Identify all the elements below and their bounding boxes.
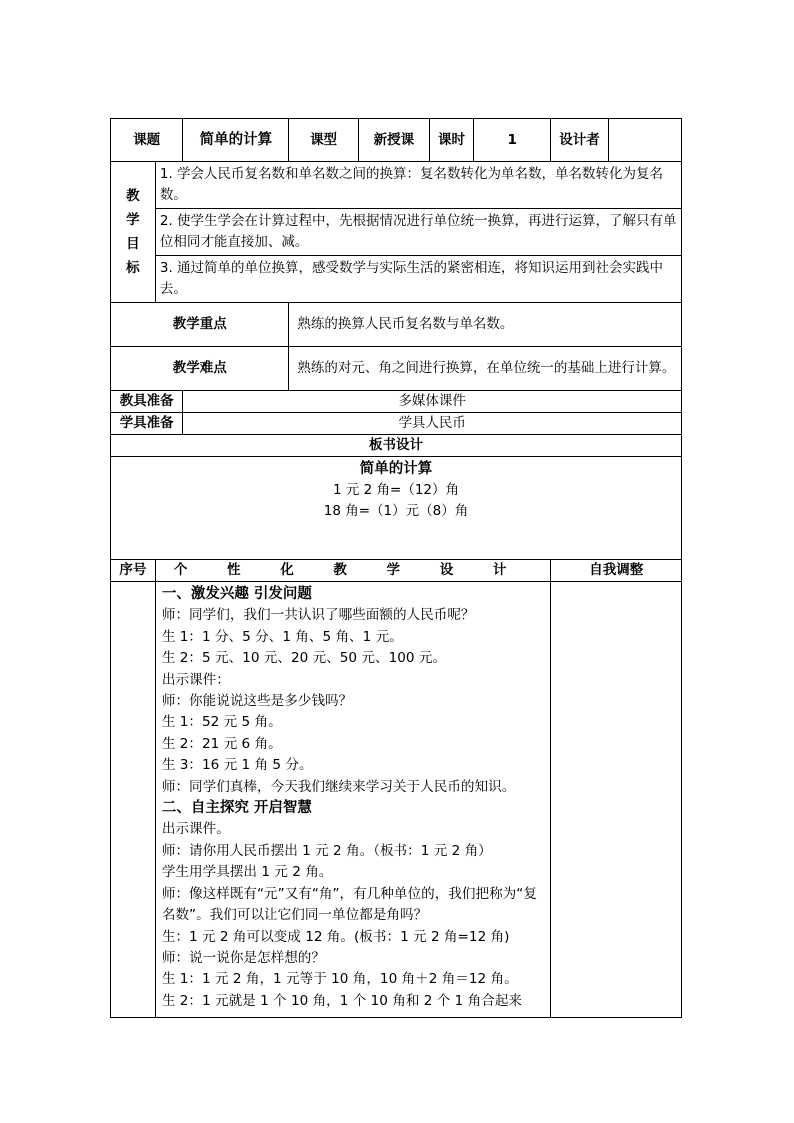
content-line: 生 2：1 元就是 1 个 10 角，1 个 10 角和 2 个 1 角合起来 — [161, 992, 523, 1009]
key-point-label — [111, 303, 289, 347]
content-line: 师：像这样既有“元”又有“角”，有几种单位的，我们把称为“复名数”。我们可以让它们同一单位都是角吗？ — [161, 885, 537, 924]
board-line: 18 角=（1）元（8）角 — [323, 503, 469, 519]
design-label-char: 性 — [227, 562, 241, 578]
content-line: 生 1：1 元 2 角，1 元等于 10 角，10 角＋2 角＝12 角。 — [161, 971, 518, 988]
key-point-value: 熟练的换算人民币复名数与单名数。 — [289, 303, 682, 347]
design-label-chars — [160, 560, 547, 581]
objective-row-2 — [111, 209, 682, 256]
key-point-row — [111, 303, 682, 347]
design-content-row — [111, 582, 682, 1018]
teacher-tools-value: 多媒体课件 — [183, 391, 682, 413]
topic-value: 简单的计算 — [183, 119, 289, 162]
content-line: 学生用学具摆出 1 元 2 角。 — [161, 864, 333, 881]
objectives-label-char: 学 — [126, 212, 140, 228]
difficulty-value: 熟练的对元、角之间进行换算，在单位统一的基础上进行计算。 — [289, 347, 682, 391]
hours-label: 课时 — [430, 119, 474, 162]
adjust-label: 自我调整 — [551, 560, 682, 582]
content-line: 生 2：21 元 6 角。 — [161, 735, 282, 752]
board-label: 板书设计 — [111, 435, 682, 457]
content-line: 师：同学们真棒，今天我们继续来学习关于人民币的知识。 — [161, 778, 516, 795]
adjust-cell — [551, 582, 682, 1018]
objective-row-3 — [111, 256, 682, 303]
design-label — [155, 560, 551, 582]
design-label-char: 个 — [173, 562, 188, 578]
key-point-label-text: 教学重点 — [172, 316, 227, 332]
section-title: 二、自主探究 开启智慧 — [161, 800, 312, 817]
content-line: 师：请你用人民币摆出 1 元 2 角。（板书：1 元 2 角） — [161, 842, 492, 859]
designer-value — [608, 119, 681, 162]
objective-item: 1. 学会人民币复名数和单名数之间的换算：复名数转化为单名数，单名数转化为复名数。 — [155, 162, 681, 209]
difficulty-label-text: 教学难点 — [172, 360, 227, 376]
design-label-char: 化 — [280, 562, 294, 578]
design-content — [155, 582, 551, 1018]
board-content-row — [111, 457, 682, 560]
hours-value: 1 — [473, 119, 550, 162]
board-line: 1 元 2 角=（12）角 — [332, 482, 460, 498]
design-label-char: 学 — [386, 562, 401, 578]
design-label-char: 设 — [439, 562, 454, 578]
difficulty-label — [111, 347, 289, 391]
objectives-label-char: 标 — [126, 260, 140, 276]
content-line: 出示课件。 — [161, 821, 230, 838]
content-line: 生 2：5 元、10 元、20 元、50 元、100 元。 — [161, 650, 447, 667]
seq-cell — [111, 582, 156, 1018]
designer-label: 设计者 — [551, 119, 608, 162]
content-line: 生 1：1 分、5 分、1 角、5 角、1 元。 — [161, 628, 403, 645]
objective-item: 3. 通过简单的单位换算，感受数学与实际生活的紧密相连，将知识运用到社会实践中去。 — [155, 256, 681, 303]
objective-item: 2. 使学生学会在计算过程中，先根据情况进行单位统一换算，再进行运算，了解只有单位相同才能直接加、减。 — [155, 209, 681, 256]
content-line: 师：说一说你是怎样想的？ — [161, 949, 325, 966]
content-line: 师：同学们，我们一共认识了哪些面额的人民币呢？ — [161, 607, 475, 624]
difficulty-row — [111, 347, 682, 391]
lesson-plan-table — [110, 118, 682, 1018]
content-line: 生 1：52 元 5 角。 — [161, 714, 282, 731]
student-tools-row — [111, 413, 682, 435]
student-tools-label: 学具准备 — [111, 413, 183, 435]
lesson-plan-sheet — [110, 118, 682, 1018]
design-label-char: 教 — [333, 562, 347, 578]
content-line: 出示课件： — [161, 671, 230, 688]
design-header-row — [111, 560, 682, 582]
objectives-label-char: 目 — [126, 236, 140, 252]
board-title: 简单的计算 — [359, 461, 433, 477]
objectives-label-char: 教 — [126, 188, 140, 204]
header-row — [111, 119, 682, 162]
board-label-row — [111, 435, 682, 457]
content-line: 生：1 元 2 角可以变成 12 角。(板书：1 元 2 角=12 角) — [161, 928, 510, 945]
teacher-tools-row — [111, 391, 682, 413]
topic-label: 课题 — [111, 119, 183, 162]
teacher-tools-label: 教具准备 — [111, 391, 183, 413]
content-line: 生 3：16 元 1 角 5 分。 — [161, 757, 313, 774]
objective-row-1 — [111, 162, 682, 209]
seq-label: 序号 — [111, 560, 156, 582]
section-title: 一、激发兴趣 引发问题 — [161, 586, 312, 602]
student-tools-value: 学具人民币 — [183, 413, 682, 435]
board-content — [111, 457, 682, 560]
design-label-char: 计 — [492, 562, 507, 578]
type-value: 新授课 — [358, 119, 429, 162]
type-label: 课型 — [289, 119, 358, 162]
objectives-label — [111, 162, 156, 303]
content-line: 师：你能说说这些是多少钱吗？ — [161, 693, 353, 710]
